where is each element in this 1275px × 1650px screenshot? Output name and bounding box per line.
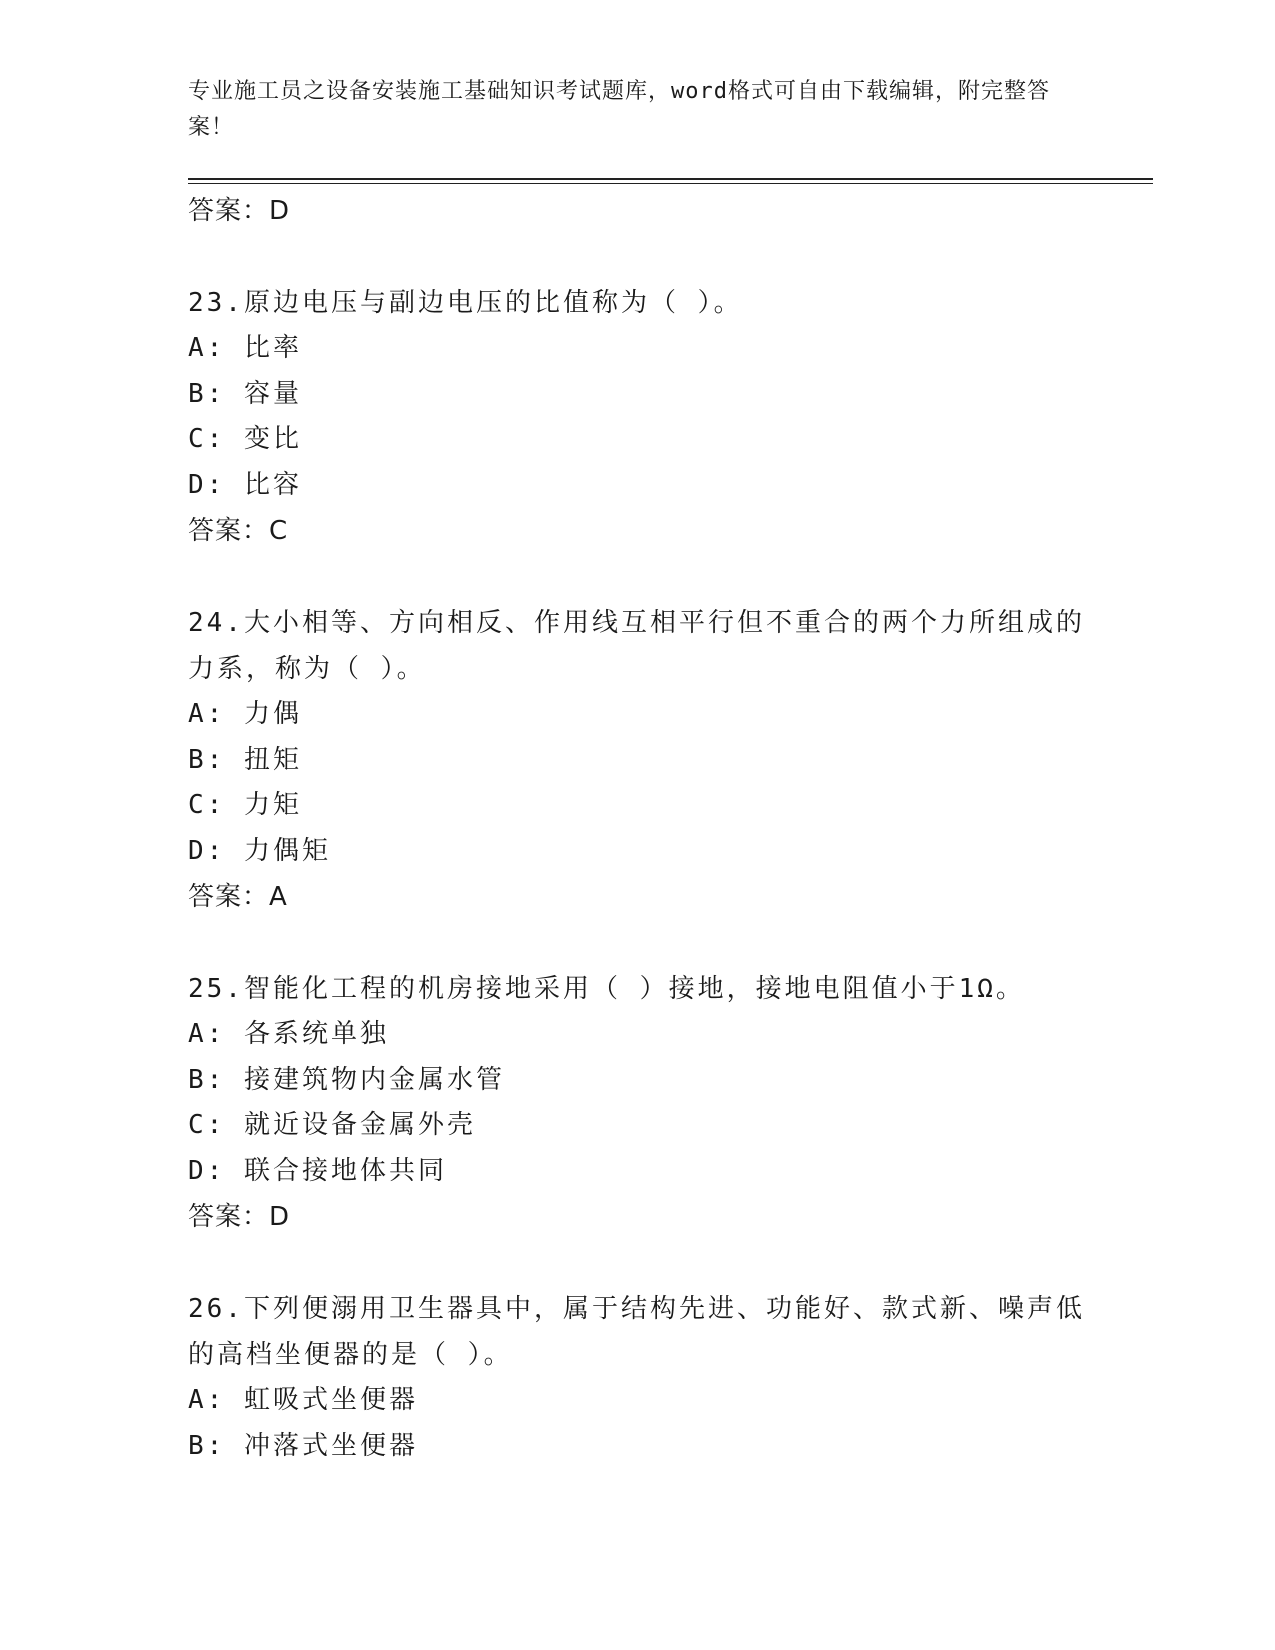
question-text: 26.下列便溺用卫生器具中，属于结构先进、功能好、款式新、噪声低的高档坐便器的是（ ）。 xyxy=(188,1294,1085,1370)
option-b: B: 接建筑物内金属水管 xyxy=(188,1064,505,1095)
option-a: A: 虹吸式坐便器 xyxy=(188,1385,418,1415)
option-a: A: 各系统单独 xyxy=(188,1019,389,1049)
answer: 答案：A xyxy=(188,882,288,912)
option-a: A: 比率 xyxy=(188,333,302,363)
question-24 xyxy=(188,600,1088,920)
option-d: D: 比容 xyxy=(188,469,302,500)
option-b: B: 冲落式坐便器 xyxy=(188,1430,418,1461)
question-23 xyxy=(188,280,1088,554)
option-c: C: 变比 xyxy=(188,424,302,454)
question-text: 23.原边电压与副边电压的比值称为（ ）。 xyxy=(188,288,743,318)
option-c: C: 力矩 xyxy=(188,790,302,820)
question-text: 24.大小相等、方向相反、作用线互相平行但不重合的两个力所组成的力系，称为（ ）。 xyxy=(188,608,1085,684)
previous-answer: 答案：D xyxy=(188,196,291,226)
question-text: 25.智能化工程的机房接地采用（ ）接地，接地电阻值小于1Ω。 xyxy=(188,974,1025,1004)
answer: 答案：D xyxy=(188,1202,291,1232)
document-header: 专业施工员之设备安装施工基础知识考试题库，word格式可自由下载编辑，附完整答案！ xyxy=(188,79,1050,140)
option-a: A: 力偶 xyxy=(188,699,302,729)
option-d: D: 力偶矩 xyxy=(188,835,331,866)
question-25 xyxy=(188,966,1088,1240)
option-d: D: 联合接地体共同 xyxy=(188,1155,447,1186)
option-c: C: 就近设备金属外壳 xyxy=(188,1110,476,1140)
question-list xyxy=(188,188,1088,1469)
header-rule-thin xyxy=(188,183,1153,184)
option-b: B: 扭矩 xyxy=(188,744,302,775)
answer: 答案：C xyxy=(188,516,289,546)
header-rule-thick xyxy=(188,178,1153,180)
question-26 xyxy=(188,1286,1088,1469)
option-b: B: 容量 xyxy=(188,378,302,409)
